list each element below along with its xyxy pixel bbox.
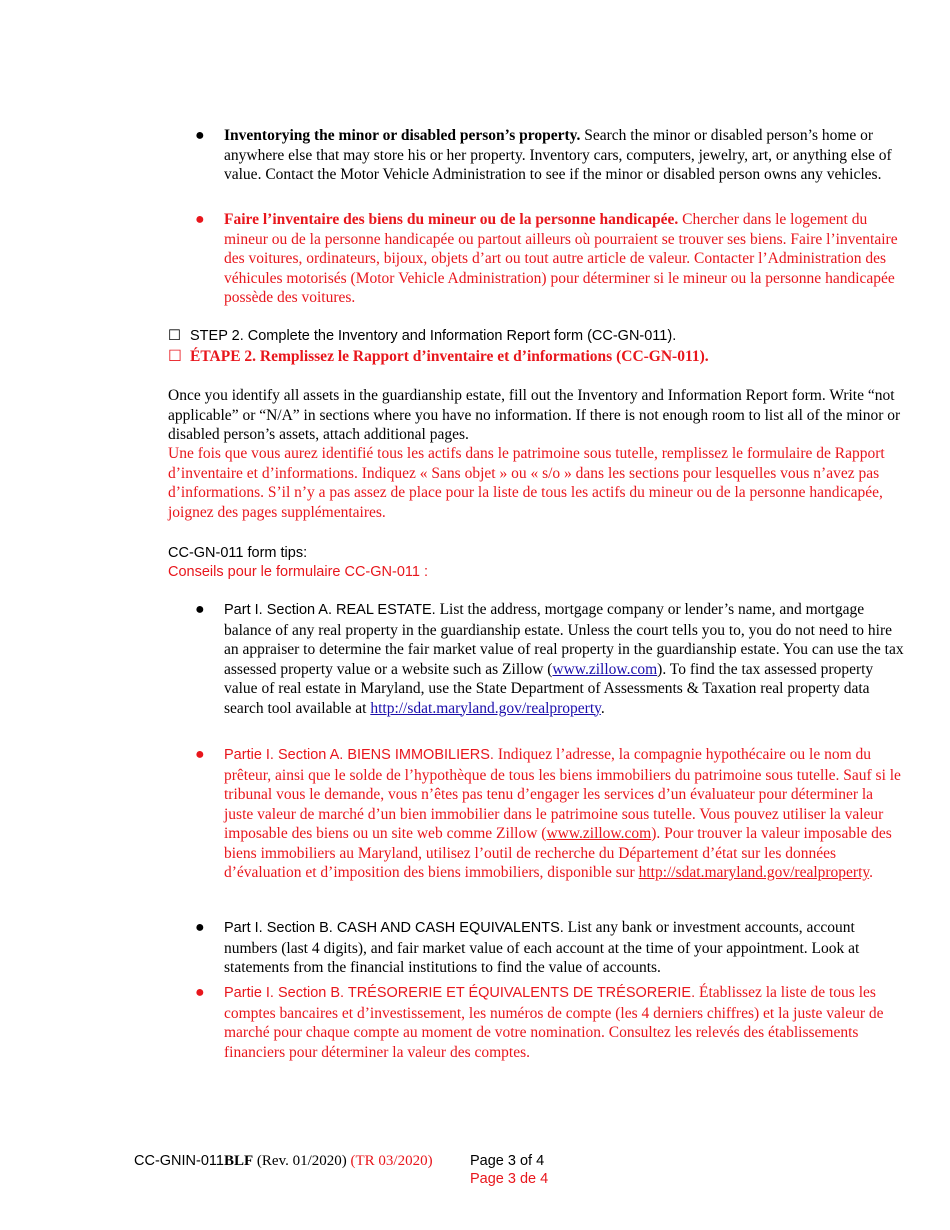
- step2-fr-text: ÉTAPE 2. Remplissez le Rapport d’inventaire et d’informations (CC-GN-011).: [190, 348, 709, 365]
- bullet-real-estate-en: [195, 600, 906, 718]
- form-suffix: BLF: [223, 1153, 254, 1169]
- zillow-link[interactable]: www.zillow.com: [552, 660, 658, 678]
- bullet-dot-icon: ●: [195, 601, 205, 618]
- bullet-text: Search the minor or disabled person’s home or anywhere else that may store his or her property. Inventory cars, computers, jewelry, art, or anything else of value. Contact the Motor Vehicle Administration to see if the minor or disabled person owns any vehicles.: [224, 127, 892, 183]
- checkbox-icon: ☐: [168, 328, 181, 344]
- bullet-dot-icon: ●: [195, 127, 205, 144]
- bullet-lead: Part I. Section A. REAL ESTATE.: [224, 602, 436, 618]
- intro-fr: Une fois que vous aurez identifié tous les actifs dans le patrimoine sous tutelle, remplissez le formulaire de Rapport d’inventaire et d’informations. Indiquez « Sans objet » ou « s/o » dans les sections pour lesquelles vous n’avez pas d’informations. S’il n’y a pas assez de place pour la liste de tous les actifs du mineur ou de la personne handicapée, joignez des pages supplémentaires.: [168, 445, 885, 521]
- bullet-cash-fr: [195, 983, 906, 1062]
- bullet-inventory-fr: [195, 210, 906, 308]
- page-number-fr: Page 3 de 4: [470, 1171, 549, 1187]
- bullet-lead: Partie I. Section A. BIENS IMMOBILIERS.: [224, 747, 494, 763]
- bullet-dot-icon: ●: [195, 746, 205, 763]
- form-id: CC-GNIN-011: [134, 1153, 224, 1169]
- bullet-text: .: [869, 864, 874, 881]
- bullet-lead: Part I. Section B. CASH AND CASH EQUIVALENTS.: [224, 920, 564, 936]
- tips-heading-en: CC-GN-011 form tips:: [168, 545, 308, 561]
- bullet-lead: Inventorying the minor or disabled person’s property.: [224, 127, 581, 144]
- step2-en-text: STEP 2. Complete the Inventory and Information Report form (CC-GN-011).: [190, 328, 677, 344]
- bullet-cash-en: [195, 918, 906, 978]
- bullet-dot-icon: ●: [195, 211, 205, 228]
- bullet-text: .: [600, 699, 605, 717]
- bullet-text: List the address, mortgage company or lender’s name, and mortgage balance of any real property in the guardianship estate. Unless the court tells you to, you do not need to hire an appraiser to determine the fair market value of real property in the guardianship estate. You can use the tax assessed property value or a website such as Zillow (: [224, 601, 904, 678]
- step2-fr: [168, 347, 908, 367]
- tips-heading-fr: Conseils pour le formulaire CC-GN-011 :: [168, 564, 429, 580]
- sdat-link[interactable]: http://sdat.maryland.gov/realproperty: [638, 864, 870, 881]
- footer-form-id: [134, 1152, 433, 1172]
- bullet-text: Établissez la liste de tous les comptes bancaires et d’investissement, les numéros de compte (les 4 derniers chiffres) et la juste valeur de marché pour chaque compte au moment de votre nomination. Consultez les relevés des établissements financiers pour déterminer la valeur des comptes.: [224, 984, 884, 1061]
- bullet-text: ). To find the tax assessed property value of real estate in Maryland, use the State Department of Assessments & Taxation real property data search tool available at: [224, 660, 874, 717]
- checkbox-icon: ☐: [168, 348, 182, 365]
- sdat-link[interactable]: http://sdat.maryland.gov/realproperty: [370, 699, 601, 717]
- bullet-text: ). Pour trouver la valeur imposable des biens immobiliers au Maryland, utilisez l’outil de recherche du Département d’état sur les données d’évaluation et d’imposition des biens immobiliers, disponible sur: [224, 825, 892, 881]
- bullet-inventory-en: [195, 126, 906, 185]
- zillow-link[interactable]: www.zillow.com: [546, 825, 652, 842]
- bullet-dot-icon: ●: [195, 919, 205, 936]
- bullet-text: Indiquez l’adresse, la compagnie hypothécaire ou le nom du prêteur, ainsi que le solde de l’hypothèque de tous les biens immobiliers du patrimoine sous tutelle. Sauf si le tribunal vous le demande, vous n’êtes pas tenu d’engager les services d’un évaluateur pour déterminer la juste valeur de marché d’un bien immobilier dans le patrimoine sous tutelle. Vous pouvez utiliser la valeur imposable des biens ou un site web comme Zillow (: [224, 746, 901, 842]
- footer-page-number: [470, 1152, 548, 1188]
- page-number-en: Page 3 of 4: [470, 1153, 545, 1169]
- bullet-real-estate-fr: [195, 745, 906, 883]
- bullet-dot-icon: ●: [195, 984, 205, 1001]
- step2-en: [168, 327, 908, 347]
- bullet-text: Chercher dans le logement du mineur ou de la personne handicapée ou partout ailleurs où pourraient se trouver ses biens. Faire l’inventaire des voitures, ordinateurs, bijoux, objets d’art ou tout autre article de valeur. Contacter l’Administration des véhicules motorisés (Motor Vehicle Administration) pour déterminer si le mineur ou la personne handicapée possède des voitures.: [224, 211, 898, 306]
- intro-en: Once you identify all assets in the guardianship estate, fill out the Inventory and Information Report form. Write “not applicable” or “N/A” in sections where you have no information. If there is not enough room to list all of the minor or disabled person’s assets, attach additional pages.: [168, 387, 901, 443]
- bullet-text: List any bank or investment accounts, account numbers (last 4 digits), and fair market value of each account at the time of your appointment. Look at statements from the financial institutions to find the value of accounts.: [224, 919, 860, 976]
- bullet-lead: Faire l’inventaire des biens du mineur ou de la personne handicapée.: [224, 211, 679, 228]
- form-rev: (Rev. 01/2020): [253, 1153, 351, 1169]
- form-tr: (TR 03/2020): [350, 1153, 433, 1169]
- bullet-lead: Partie I. Section B. TRÉSORERIE ET ÉQUIVALENTS DE TRÉSORERIE.: [224, 985, 696, 1001]
